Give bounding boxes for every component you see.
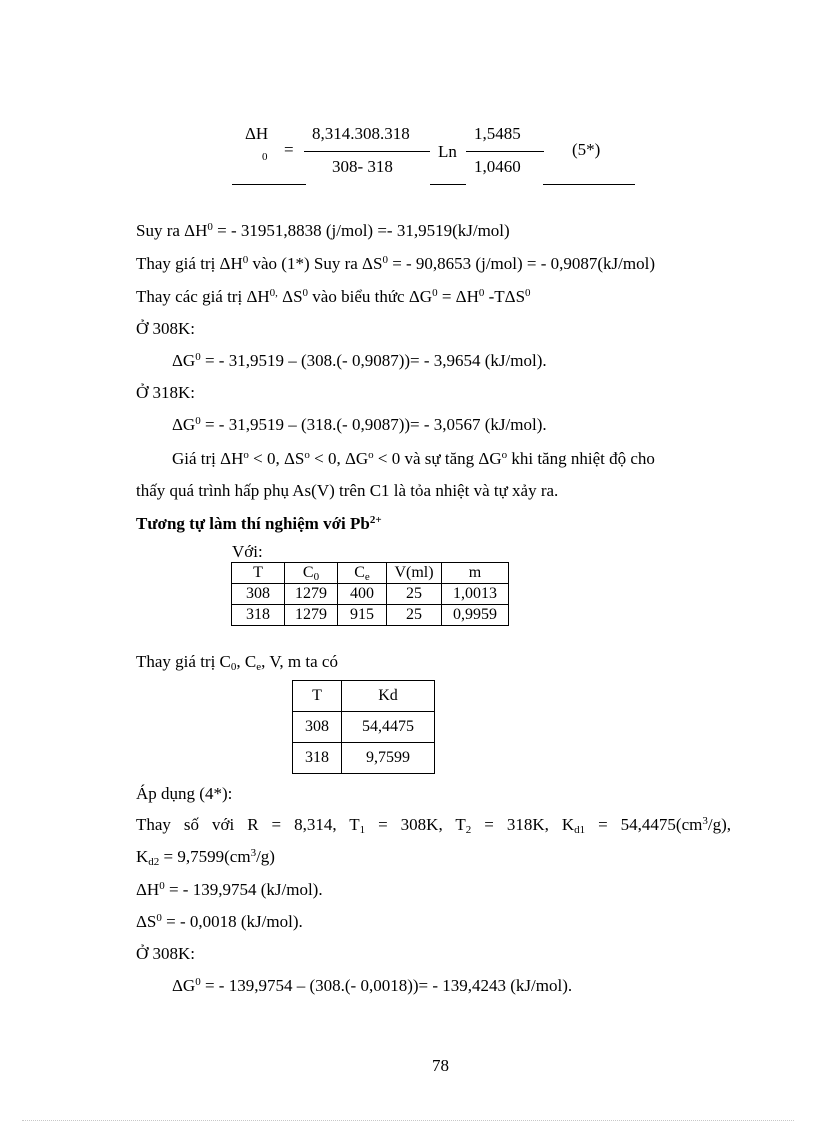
line-delta-g-expression: Thay các giá trị $\Delta H^{0,}$ $\Delta S^0$ vào biểu thức $\Delta G^0 = \Delta H^0$ -TΔS$^0$: [136, 287, 531, 306]
formula-tag: (5*): [572, 140, 601, 159]
underline-1: [232, 184, 306, 185]
table-cell: 1279: [285, 584, 338, 605]
table-row: [293, 712, 435, 743]
page-number: 78: [432, 1056, 449, 1075]
formula-numerator: 8,314.308.318: [312, 124, 410, 143]
table-header-row: [293, 681, 435, 712]
table-cell: 1,0013: [442, 584, 509, 605]
formula-lhs-bottom: 0: [262, 151, 268, 163]
line-delta-h-pb: $\Delta H^0$ = - 139,9754 (kJ/mol).: [136, 880, 323, 899]
formula-lhs-top: ΔH: [245, 124, 269, 143]
table-cell: 318: [293, 743, 342, 774]
header-t: T: [293, 681, 342, 712]
table-row: [232, 584, 509, 605]
table-cell: 25: [387, 605, 442, 626]
table-cell: 54,4475: [342, 712, 435, 743]
table-cell: 25: [387, 584, 442, 605]
table-cell: 9,7599: [342, 743, 435, 774]
line-conclusion-1: Giá trị $\Delta H^o < 0$, $\Delta S^o < 0$, $\Delta G^o < 0$ và sự tăng $\Delta G^o$ khi tăng nhiệt độ cho: [172, 449, 655, 468]
line-substitute-values: Thay số với R = 8,314, $T_1 = 308K$, $T_2 = 318K$, $K_{d1} = 54,4475(cm^3/g)$,: [136, 815, 731, 836]
underline-2: [430, 184, 466, 185]
underline-3: [543, 184, 635, 185]
line-apply-4: Áp dụng (4*):: [136, 784, 233, 803]
fraction-bar: [304, 151, 430, 152]
line-delta-s-pb: $\Delta S^0$ = - 0,0018 (kJ/mol).: [136, 912, 303, 931]
formula-ln: Ln: [438, 142, 457, 161]
experiment-table: [231, 562, 509, 626]
formula-ln-denominator: 1,0460: [474, 157, 521, 176]
line-delta-g-308-pb: $\Delta G^0$ = - 139,9754 – (308.(- 0,0018))= - 139,4243 (kJ/mol).: [172, 976, 573, 995]
kd-table: [292, 680, 435, 774]
line-kd2: $K_{d2} = 9,7599(cm^3/g)$: [136, 847, 275, 868]
line-delta-g-318: $\Delta G^0$ = - 31,9519 – (318.(- 0,9087))= - 3,0567 (kJ/mol).: [172, 415, 547, 434]
section-heading-pb: Tương tự làm thí nghiệm với $Pb^{2+}$: [136, 514, 382, 533]
table-cell: 400: [338, 584, 387, 605]
formula-denominator: 308- 318: [332, 157, 393, 176]
table-cell: 0,9959: [442, 605, 509, 626]
line-at-308k: Ở 308K:: [136, 319, 196, 338]
line-at-318k: Ở 318K:: [136, 383, 196, 402]
header-m: m: [442, 563, 509, 584]
label-with: Với:: [232, 542, 263, 561]
line-delta-s: Thay giá trị $\Delta H^0$ vào (1*) Suy ra $\Delta S^0$ = - 90,8653 (j/mol) = - 0,9087(kJ/mol): [136, 254, 656, 273]
table-header-row: [232, 563, 509, 584]
header-kd: Kd: [342, 681, 435, 712]
ln-fraction-bar: [466, 151, 544, 152]
header-ce: $C_e$: [338, 563, 387, 584]
table-cell: 318: [232, 605, 285, 626]
line-conclusion-2: thấy quá trình hấp phụ As(V) trên C1 là tỏa nhiệt và tự xảy ra.: [136, 481, 559, 500]
table-cell: 308: [293, 712, 342, 743]
line-at-308k-pb: Ở 308K:: [136, 944, 196, 963]
header-t: T: [232, 563, 285, 584]
formula-equals: =: [284, 140, 294, 159]
formula-ln-numerator: 1,5485: [474, 124, 521, 143]
table-cell: 308: [232, 584, 285, 605]
table-row: [232, 605, 509, 626]
table-row: [293, 743, 435, 774]
line-substitute: Thay giá trị $C_0$, $C_e$, V, m ta có: [136, 652, 338, 673]
footer-divider: [22, 1120, 794, 1121]
line-delta-h: Suy ra $\Delta H^0$ = - 31951,8838 (j/mol) =- 31,9519(kJ/mol): [136, 221, 510, 240]
header-v: V(ml): [387, 563, 442, 584]
table-cell: 915: [338, 605, 387, 626]
header-c0: $C_0$: [285, 563, 338, 584]
table-cell: 1279: [285, 605, 338, 626]
line-delta-g-308: $\Delta G^0$ = - 31,9519 – (308.(- 0,9087))= - 3,9654 (kJ/mol).: [172, 351, 547, 370]
